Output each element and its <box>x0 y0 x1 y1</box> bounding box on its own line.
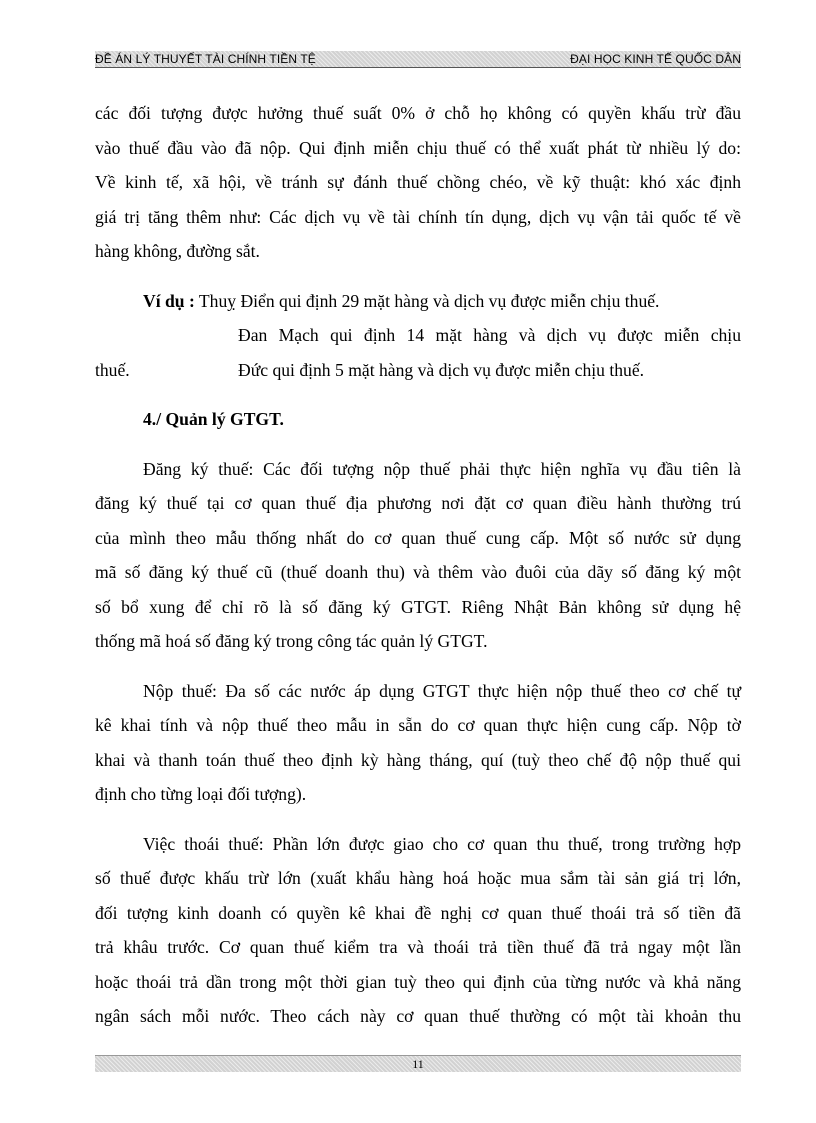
example-block <box>95 284 741 388</box>
text-line: đăng ký thuế tại cơ quan thuế địa phương nơi đặt cơ quan điều hành thường trú <box>95 493 741 513</box>
text-line: ngân sách mỗi nước. Theo cách này cơ quan thuế thường có một tài khoản thu <box>95 1006 741 1026</box>
example-line-3 <box>95 353 741 388</box>
header-left-title: ĐỀ ÁN LÝ THUYẾT TÀI CHÍNH TIỀN TỆ <box>95 52 316 66</box>
text-line: kê khai tính và nộp thuế theo mẫu in sẵn do cơ quan thực hiện cung cấp. Nộp tờ <box>95 715 741 735</box>
text-line: thống mã hoá số đăng ký trong công tác quản lý GTGT. <box>95 631 488 651</box>
page-header <box>95 51 741 68</box>
paragraph-payment <box>95 674 741 812</box>
text-line: vào thuế đầu vào đã nộp. Qui định miễn chịu thuế có thể xuất phát từ nhiều lý do: <box>95 137 741 158</box>
text-line: của mình theo mẫu thống nhất do cơ quan thuế cung cấp. Một số nước sử dụng <box>95 527 741 548</box>
example-germany: Đức qui định 5 mặt hàng và dịch vụ được miễn chịu thuế. <box>238 359 645 380</box>
text-line: khai và thanh toán thuế theo định kỳ hàng tháng, quí (tuỳ theo chế độ nộp thuế qui <box>95 749 741 770</box>
text-line: mã số đăng ký thuế cũ (thuế doanh thu) và thêm vào đuôi của dãy số đăng ký một <box>95 562 741 582</box>
text-line: trả khâu trước. Cơ quan thuế kiểm tra và thoái trả tiền thuế đã trả ngay một lần <box>95 937 741 957</box>
text-line: hoặc thoái trả dần trong một thời gian tuỳ theo qui định của từng nước và khả năng <box>95 971 741 992</box>
paragraph-exemption <box>95 96 741 269</box>
example-line-1 <box>95 284 741 319</box>
text-line: hàng không, đường sắt. <box>95 241 260 261</box>
example-label: Ví dụ : <box>143 290 195 311</box>
text-line: số bổ xung để chỉ rõ là số đăng ký GTGT. Riêng Nhật Bản không sử dụng hệ <box>95 596 741 617</box>
text-line: số thuế được khấu trừ lớn (xuất khẩu hàng hoá hoặc mua sắm tài sản giá trị lớn, <box>95 868 741 888</box>
text-line: Về kinh tế, xã hội, về tránh sự đánh thuế chồng chéo, về kỹ thuật: khó xác định <box>95 172 741 192</box>
header-right-title: ĐẠI HỌC KINH TẾ QUỐC DÂN <box>570 52 741 66</box>
text-line: Đăng ký thuế: Các đối tượng nộp thuế phải thực hiện nghĩa vụ đầu tiên là <box>143 458 741 479</box>
paragraph-registration <box>95 452 741 659</box>
text-line: định cho từng loại đối tượng). <box>95 784 307 804</box>
example-continuation: thuế. <box>95 359 130 380</box>
page-body <box>95 96 741 1034</box>
example-sweden: Thuỵ Điển qui định 29 mặt hàng và dịch vụ được miễn chịu thuế. <box>194 290 660 311</box>
page-number: 11 <box>412 1057 424 1071</box>
text-line: Việc thoái thuế: Phần lớn được giao cho cơ quan thu thuế, trong trường hợp <box>143 833 741 854</box>
section-heading: 4./ Quản lý GTGT. <box>143 409 284 429</box>
text-line: các đối tượng được hưởng thuế suất 0% ở chỗ họ không có quyền khấu trừ đầu <box>95 103 741 123</box>
example-denmark: Đan Mạch qui định 14 mặt hàng và dịch vụ được miễn chịu <box>238 325 741 345</box>
text-line: đối tượng kinh doanh có quyền kê khai đề nghị cơ quan thuế thoái trả số tiền đã <box>95 902 741 923</box>
page-footer <box>95 1055 741 1072</box>
text-line: Nộp thuế: Đa số các nước áp dụng GTGT thực hiện nộp thuế theo cơ chế tự <box>143 680 741 701</box>
text-line: giá trị tăng thêm như: Các dịch vụ về tài chính tín dụng, dịch vụ vận tải quốc tế về <box>95 206 741 227</box>
paragraph-refund <box>95 827 741 1034</box>
